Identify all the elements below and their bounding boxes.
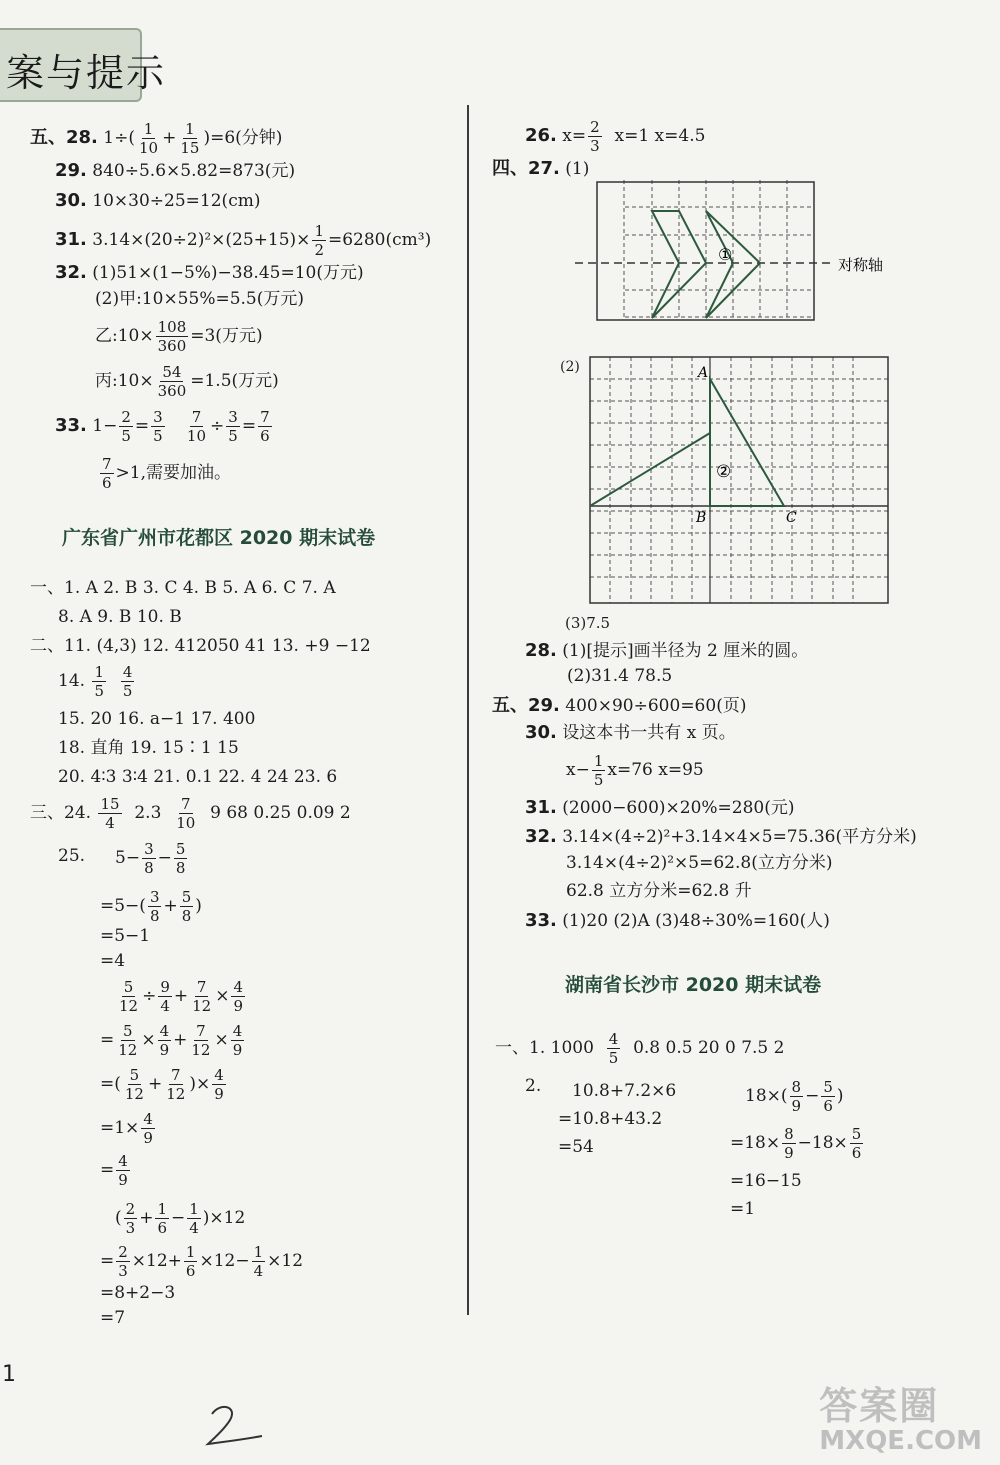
calc-2-line-2: = $\frac{5}{12}$ × $\frac{4}{9}$ + $\frac{7}{12}$ × $\frac{4}{9}$ <box>100 1022 243 1059</box>
section-title-changsha: 湖南省长沙市 2020 期末试卷 <box>565 974 822 996</box>
calc-1-line-2: =5−( $\frac{3}{8}$ + $\frac{5}{8}$ ) <box>100 888 202 925</box>
watermark <box>819 1375 982 1456</box>
q32-line-4: 丙:10× $\frac{54}{360}$ =1.5(万元) <box>95 363 279 400</box>
r-h2-right-4: =1 <box>730 1199 756 1219</box>
r-q32-line-3: 62.8 立方分米=62.8 升 <box>566 881 752 901</box>
p2-line-20: 20. 4∶3 3∶4 21. 0.1 22. 4 24 23. 6 <box>58 767 338 787</box>
r-q33-line: 33. (1)20 (2)A (3)48÷30%=160(人) <box>525 910 830 931</box>
r-q32-line-2: 3.14×(4÷2)²×5=62.8(立方分米) <box>566 853 833 873</box>
calc-2-line-3: =( $\frac{5}{12}$ + $\frac{7}{12}$ )× $\frac{4}{9}$ <box>100 1066 224 1103</box>
calc-3-line-3: =8+2−3 <box>100 1283 176 1303</box>
p3-line-25: 25. <box>58 846 86 866</box>
r-q26-line: 26. x= $\frac{2}{3}$ x=1 x=4.5 <box>525 118 706 155</box>
q32-line: 32. (1)51×(1−5%)−38.45=10(万元) <box>55 262 364 283</box>
p2-line-14: 14. $\frac{1}{5}$ $\frac{4}{5}$ <box>58 663 133 700</box>
r-q27-2: (2) <box>560 359 580 375</box>
watermark-bottom: MXQE.COM <box>819 1426 982 1456</box>
calc-1-line-1: 5− $\frac{3}{8}$ − $\frac{5}{8}$ <box>115 840 186 877</box>
r-q27-line: 四、27. (1) <box>492 158 590 179</box>
triangle-figure-2 <box>588 355 893 610</box>
p2-line-18: 18. 直角 19. 15∶1 15 <box>58 738 239 758</box>
r-h2-right-1: 18×( $\frac{8}{9}$ − $\frac{5}{6}$ ) <box>745 1078 844 1115</box>
r-q28-line-2: (2)31.4 78.5 <box>567 666 673 686</box>
calc-2-line-5: = $\frac{4}{9}$ <box>100 1152 128 1189</box>
page-number: 1 <box>2 1362 16 1387</box>
r-q28-line-1: 28. (1)[提示]画半径为 2 厘米的圆。 <box>525 640 809 661</box>
r-q29-line: 五、29. 400×90÷600=60(页) <box>492 695 747 716</box>
section-title-huadu: 广东省广州市花都区 2020 期末试卷 <box>62 527 376 549</box>
q32-line-3: 乙:10× $\frac{108}{360}$ =3(万元) <box>95 318 263 355</box>
symmetry-figure-1 <box>570 180 920 330</box>
r-q30-line-1: 30. 设这本书一共有 x 页。 <box>525 722 736 743</box>
r-q32-line-1: 32. 3.14×(4÷2)²+3.14×4×5=75.36(平方分米) <box>525 826 917 847</box>
r-h1-line: 一、1. 1000 $\frac{4}{5}$ 0.8 0.5 20 0 7.5 2 <box>495 1030 785 1067</box>
p3-line-24: 三、24. $\frac{15}{4}$ 2.3 $\frac{7}{10}$ 9 68 0.25 0.09 2 <box>30 795 351 832</box>
q29-line: 29. 840÷5.6×5.82=873(元) <box>55 160 296 181</box>
r-h2-left-2: =10.8+43.2 <box>558 1109 663 1129</box>
p1-line-a: 一、1. A 2. B 3. C 4. B 5. A 6. C 7. A <box>30 578 336 598</box>
axis-label: 对称轴 <box>838 256 884 274</box>
circle-label-2: ② <box>716 462 732 482</box>
point-a-label: A <box>698 365 709 381</box>
r-q27-3: (3)7.5 <box>565 614 611 632</box>
calc-1-line-4: =4 <box>100 951 126 971</box>
handwritten-mark <box>200 1400 270 1450</box>
p1-line-b: 8. A 9. B 10. B <box>58 607 182 627</box>
column-divider <box>467 105 469 1315</box>
calc-2-line-1: $\frac{5}{12}$ ÷ $\frac{9}{4}$ + $\frac{7}{12}$ × $\frac{4}{9}$ <box>119 978 244 1015</box>
q33-line-2: $\frac{7}{6}$ >1,需要加油。 <box>102 455 232 492</box>
calc-3-line-4: =7 <box>100 1308 126 1328</box>
q32-line-2: (2)甲:10×55%=5.5(万元) <box>95 289 305 309</box>
r-h2-num: 2. <box>525 1076 542 1096</box>
r-h2-left-1: 10.8+7.2×6 <box>572 1081 677 1101</box>
circle-label-1: ① <box>718 245 733 264</box>
calc-3-line-2: = $\frac{2}{3}$ ×12+ $\frac{1}{6}$ ×12− $\frac{1}{4}$ ×12 <box>100 1243 304 1280</box>
chapter-title: 案与提示 <box>6 51 167 95</box>
calc-2-line-4: =1× $\frac{4}{9}$ <box>100 1110 153 1147</box>
watermark-top: 答案圈 <box>819 1384 940 1428</box>
calc-3-line-1: ( $\frac{2}{3}$ + $\frac{1}{6}$ − $\frac{1}{4}$ )×12 <box>115 1200 246 1237</box>
point-c-label: C <box>786 510 797 526</box>
r-h2-left-3: =54 <box>558 1137 594 1157</box>
r-q31-line: 31. (2000−600)×20%=280(元) <box>525 797 795 818</box>
q31-line: 31. 3.14×(20÷2)²×(25+15)× $\frac{1}{2}$ =6280(cm³) <box>55 222 432 259</box>
q33-line: 33. 1− $\frac{2}{5}$ = $\frac{3}{5}$ $\frac{7}{10}$ ÷ $\frac{3}{5}$ = $\frac{7}{6}$ <box>55 408 270 445</box>
r-h2-right-3: =16−15 <box>730 1171 802 1191</box>
p2-line-11: 二、11. (4,3) 12. 412050 41 13. +9 −12 <box>30 636 371 656</box>
chapter-header <box>0 28 167 102</box>
triangle-abc <box>710 379 784 506</box>
q30-line: 30. 10×30÷25=12(cm) <box>55 190 261 211</box>
point-b-label: B <box>696 510 707 526</box>
r-q30-line-2: x− $\frac{1}{5}$ x=76 x=95 <box>566 752 704 789</box>
calc-1-line-3: =5−1 <box>100 926 151 946</box>
p2-line-15: 15. 20 16. a−1 17. 400 <box>58 709 256 729</box>
q28-line: 五、28. 1÷( $\frac{1}{10}$ + $\frac{1}{15}$ )=6(分钟) <box>30 120 283 157</box>
r-h2-right-2: =18× $\frac{8}{9}$ −18× $\frac{5}{6}$ <box>730 1125 862 1162</box>
